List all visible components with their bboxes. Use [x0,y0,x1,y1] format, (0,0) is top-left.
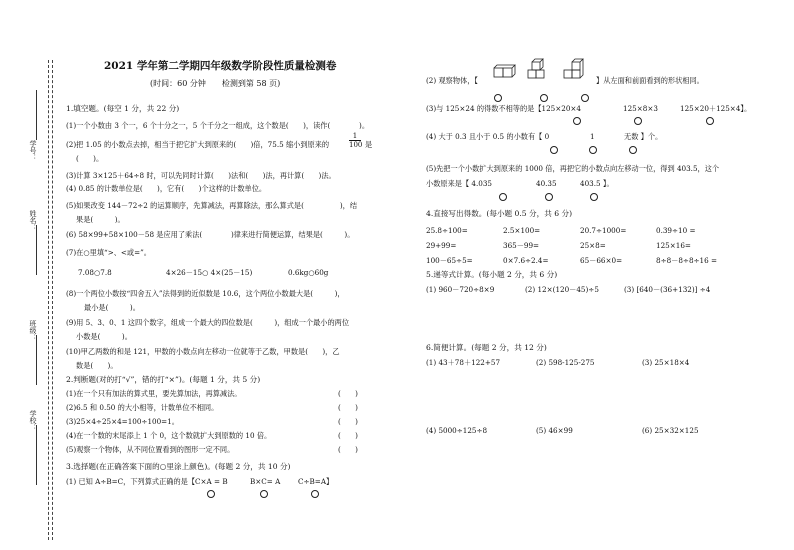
section2-heading: 2.判断题(对的打“√”，错的打“×”)。(每题 1 分，共 5 分) [66,375,261,384]
mental-math-r3c3: 65－66×0= [580,256,623,265]
judge-item-2: (2)6.5 和 0.50 的大小相等，计数单位不相同。 [66,403,219,412]
mental-math-r1c1: 25.8÷100= [426,226,468,235]
choice-5-option-3: 403.5 】。 [580,179,614,188]
mental-math-r1c3: 20.7÷1000= [580,226,627,235]
choice-5-cont: 小数原来是【 4.035 [426,179,492,188]
question-1-6: (6) 58×99+58×100－58 是应用了乘法( )律来进行简便运算，结果是( )。 [66,230,355,239]
simplify-4: (4) 5000÷125÷8 [426,426,488,435]
simplify-1: (1) 43＋78＋122+57 [426,358,501,367]
choice-4-option-3: 无数 】个。 [624,132,663,141]
question-1-10: (10)甲乙两数的和是 121，甲数的小数点向左移动一位就等于乙数，甲数是( )，乙 [66,347,340,356]
judge-item-3: (3)25×4÷25×4=100÷100=1。 [66,417,179,426]
choice-2-text: (2) 观察物体，【 [426,76,478,85]
question-1-2-suffix: 是 [365,140,373,149]
question-1-2-cont: ( )。 [76,154,104,163]
choice-4-text: (4) 大于 0.3 且小于 0.5 的小数有【 0 [426,132,550,141]
choice-3-bubble-b[interactable] [634,117,642,125]
cube-figures [492,58,592,86]
judge-answer-1[interactable]: ( ) [338,389,358,398]
school-line [36,425,37,485]
choice-1-option-2: B×C= A [250,477,281,486]
cube-figure-c [564,59,583,78]
question-1-3: (3)计算 3×125＋64÷8 时，可以先同时计算( )法和( )法，再计算( )法。 [66,171,336,180]
section1-heading: 1.填空题。(每空 1 分，共 22 分) [66,104,180,113]
compare-item-1: 7.08○7.8 [78,268,112,277]
choice-1-bubble-a[interactable] [207,490,215,498]
simplify-2: (2) 598-125-275 [536,358,595,367]
mental-math-r2c4: 125×16= [656,241,691,250]
choice-2-bubble-a[interactable] [494,94,502,102]
fraction-one-hundredth [349,132,361,149]
choice-3-bubble-a[interactable] [573,117,581,125]
choice-4-bubble-a[interactable] [550,146,558,154]
question-1-4: (4) 0.85 的计数单位是( )，它有( )个这样的计数单位。 [66,184,267,193]
choice-1-option-3: C÷B=A】 [298,477,334,486]
step-calc-1: (1) 960－720÷8×9 [426,285,495,294]
choice-5-text: (5)先把一个小数扩大到原来的 1000 倍，再把它的小数点向左移动一位，得到 403.5，这个 [426,164,720,173]
choice-4-option-2: 1 [590,132,595,141]
question-1-1: (1)一个小数由 3 个一，6 个十分之一，5 个千分之一组成，这个数是( )，读作( )。 [66,121,370,130]
choice-5-bubble-c[interactable] [590,193,598,201]
mental-math-r2c3: 25×8= [580,241,606,250]
choice-1-bubble-b[interactable] [260,490,268,498]
class-line [36,335,37,385]
question-1-5: (5)如果改变 144－72÷2 的运算顺序，先算减法，再算除法，那么算式是( )，结 [66,201,358,210]
question-1-8-cont: 最小是( )。 [84,303,140,312]
choice-5-bubble-b[interactable] [545,193,553,201]
choice-3-option-2: 125×8×3 [623,104,658,113]
compare-item-3: 0.6kg○60g [288,268,329,277]
judge-answer-5[interactable]: ( ) [338,445,358,454]
mental-math-r1c4: 0.39÷10 = [656,226,696,235]
fraction-numerator: 1 [349,132,361,141]
student-id-label: 学号： [29,140,37,161]
cube-figure-b [528,59,544,78]
school-label: 学校： [29,410,37,431]
choice-3-option-3: 125×20＋125×4】。 [680,104,752,113]
judge-item-4: (4)在一个数的末尾添上 1 个 0，这个数就扩大到原数的 10 倍。 [66,431,272,440]
choice-5-option-2: 40.35 [536,179,557,188]
judge-answer-4[interactable]: ( ) [338,431,358,440]
judge-item-1: (1)在一个只有加法的算式里，要先算加法，再算减法。 [66,389,242,398]
mental-math-r2c1: 29+99= [426,241,457,250]
choice-2-suffix: 】从左面和前面看到的形状相同。 [596,76,704,85]
binding-line-inner [52,60,53,540]
question-1-8: (8)一个两位小数按“四舍五入”法得到的近似数是 10.6，这个两位小数最大是( )， [66,289,345,298]
section6-heading: 6.简便计算。(每题 2 分，共 12 分) [426,343,547,352]
simplify-6: (6) 25×32×125 [642,426,699,435]
choice-3-text: (3)与 125×24 的得数不相等的是【125×20×4 [426,104,581,113]
question-1-9: (9)用 5、3、0、1 这四个数字，组成一个最大的四位数是( )，组成一个最小的两位 [66,318,350,327]
judge-answer-3[interactable]: ( ) [338,417,358,426]
choice-3-bubble-c[interactable] [706,117,714,125]
question-1-9-cont: 小数是( )。 [76,332,132,341]
mental-math-r2c2: 365－99= [503,241,540,250]
class-label: 班级： [29,320,37,341]
step-calc-2: (2) 12×(120－45)÷5 [525,285,599,294]
choice-4-bubble-b[interactable] [589,146,597,154]
mental-math-r3c4: 8÷8－8÷8÷16 = [656,256,717,265]
mental-math-r3c1: 100－65÷5= [426,256,473,265]
name-line [36,225,37,275]
choice-5-bubble-a[interactable] [499,193,507,201]
choice-4-bubble-c[interactable] [629,146,637,154]
simplify-3: (3) 25×18×4 [642,358,690,367]
question-1-7: (7)在○里填“>、<或=”。 [66,248,151,257]
step-calc-3: (3) [640－(36+132)] ÷4 [624,285,711,294]
cube-figure-a [494,65,515,77]
student-id-line [36,90,37,140]
choice-2-bubble-b[interactable] [540,94,548,102]
simplify-5: (5) 46×99 [536,426,573,435]
section4-heading: 4.直接写出得数。(每小题 0.5 分，共 6 分) [426,209,573,218]
section5-heading: 5.递等式计算。(每小题 2 分，共 6 分) [426,270,558,279]
choice-1-bubble-c[interactable] [311,490,319,498]
compare-item-2: 4×26－15○ 4×(25－15) [166,268,253,277]
fraction-denominator: 100 [349,141,363,149]
binding-line [48,60,49,540]
judge-answer-2[interactable]: ( ) [338,403,358,412]
choice-2-bubble-c[interactable] [581,94,589,102]
name-label: 姓名： [29,210,37,231]
page-title: 2021 学年第二学期四年级数学阶段性质量检测卷 [104,60,337,72]
page-subtitle: (时间：60 分钟 检测到第 58 页) [150,79,281,88]
question-1-5-cont: 果是( )。 [76,215,125,224]
judge-item-5: (5)观察一个物体，从不同位置看到的图形一定不同。 [66,445,235,454]
question-1-10-cont: 数是( )。 [76,361,118,370]
mental-math-r3c2: 0×7.6÷2.4= [503,256,549,265]
choice-1-text: (1) 已知 A÷B=C，下列算式正确的是【C×A = B [66,477,228,486]
mental-math-r1c2: 2.5×100= [503,226,541,235]
question-1-2: (2)把 1.05 的小数点去掉，相当于把它扩大到原来的( )倍，75.5 缩小到原来的 [66,140,330,149]
section3-heading: 3.选择题(在正确答案下面的○里涂上颜色)。(每题 2 分，共 10 分) [66,462,291,471]
